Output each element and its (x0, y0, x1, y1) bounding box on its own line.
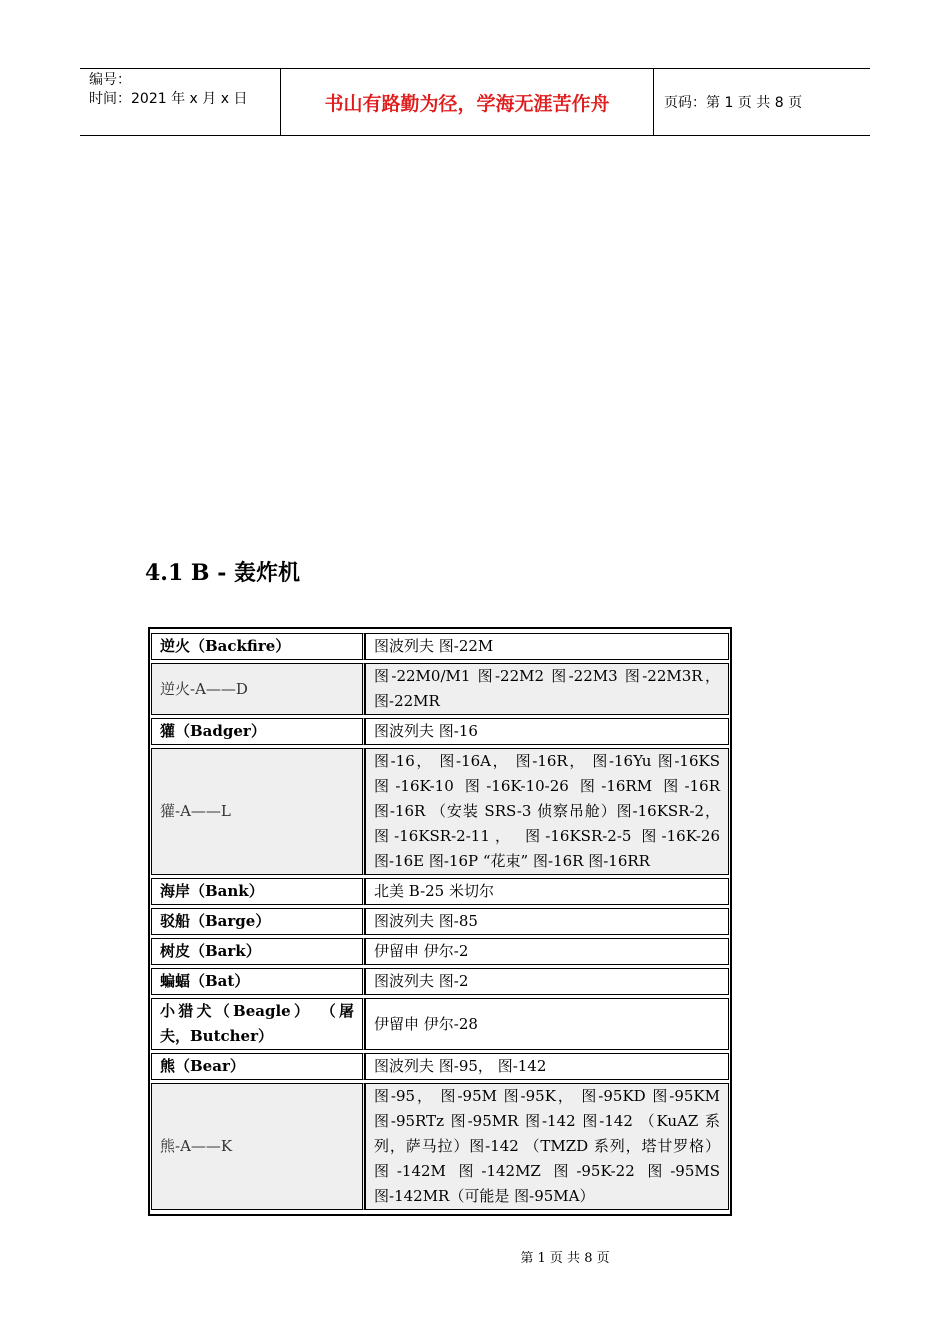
aircraft-name-cell: 树皮（Bark） (151, 938, 365, 965)
aircraft-name-cell: 海岸（Bank） (151, 878, 365, 905)
aircraft-name-cell: 驳船（Barge） (151, 908, 365, 935)
bomber-table (148, 627, 732, 1216)
aircraft-designation-cell: 图-22M0/M1 图-22M2 图-22M3 图-22M3R， 图-22MR (365, 663, 729, 715)
table-row (151, 718, 729, 745)
header-serial: 编号： (89, 72, 131, 88)
aircraft-designation-cell: 图波列夫 图-22M (365, 633, 729, 660)
aircraft-name-cell: 逆火（Backfire） (151, 633, 365, 660)
page-footer: 第 1 页 共 8 页 (520, 1251, 610, 1266)
aircraft-designation-cell: 北美 B-25 米切尔 (365, 878, 729, 905)
aircraft-name-cell: 小猎犬（Beagle） （屠夫，Butcher） (151, 998, 365, 1050)
aircraft-designation-cell: 图-95， 图-95M 图-95K， 图-95KD 图-95KM 图-95RTz 图-95MR 图-142 图-142 （KuAZ 系列，萨马拉）图-142 （TMZD 系列，塔甘罗格）图-142M 图-142MZ 图-95K-22 图-95MS 图-142MR（可能是 图-95MA） (365, 1083, 729, 1210)
table-row (151, 663, 729, 715)
aircraft-name-cell: 獾（Badger） (151, 718, 365, 745)
table-row (151, 938, 729, 965)
table-row (151, 998, 729, 1050)
table-row (151, 1083, 729, 1210)
aircraft-name-cell: 獾-A——L (151, 748, 365, 875)
header-page-number: 页码：第 1 页 共 8 页 (664, 95, 803, 111)
aircraft-designation-cell: 图波列夫 图-95， 图-142 (365, 1053, 729, 1080)
aircraft-designation-cell: 图波列夫 图-2 (365, 968, 729, 995)
aircraft-designation-cell: 伊留申 伊尔-2 (365, 938, 729, 965)
aircraft-designation-cell: 图波列夫 图-16 (365, 718, 729, 745)
section-title: 4.1 B - 轰炸机 (145, 560, 300, 586)
table-row (151, 968, 729, 995)
table-row (151, 748, 729, 875)
aircraft-designation-cell: 图波列夫 图-85 (365, 908, 729, 935)
table-row (151, 878, 729, 905)
header-motto: 书山有路勤为径，学海无涯苦作舟 (281, 69, 654, 135)
aircraft-name-cell: 逆火-A——D (151, 663, 365, 715)
aircraft-designation-cell: 图-16， 图-16A， 图-16R， 图-16Yu 图-16KS 图-16K-10 图-16K-10-26 图-16RM 图-16R 图-16R （安装 SRS-3 侦察吊舱）图-16KSR-2， 图-16KSR-2-11， 图-16KSR-2-5 图-16K-26 图-16E 图-16P “花束” 图-16R 图-16RR (365, 748, 729, 875)
header-info-cell (80, 69, 281, 135)
table-body (151, 633, 729, 1210)
document-header (80, 68, 870, 136)
aircraft-designation-cell: 伊留申 伊尔-28 (365, 998, 729, 1050)
aircraft-name-cell: 蝙蝠（Bat） (151, 968, 365, 995)
header-date: 时间：2021 年 x 月 x 日 (89, 91, 248, 107)
aircraft-name-cell: 熊-A——K (151, 1083, 365, 1210)
table-row (151, 1053, 729, 1080)
aircraft-name-cell: 熊（Bear） (151, 1053, 365, 1080)
table-row (151, 633, 729, 660)
table-row (151, 908, 729, 935)
